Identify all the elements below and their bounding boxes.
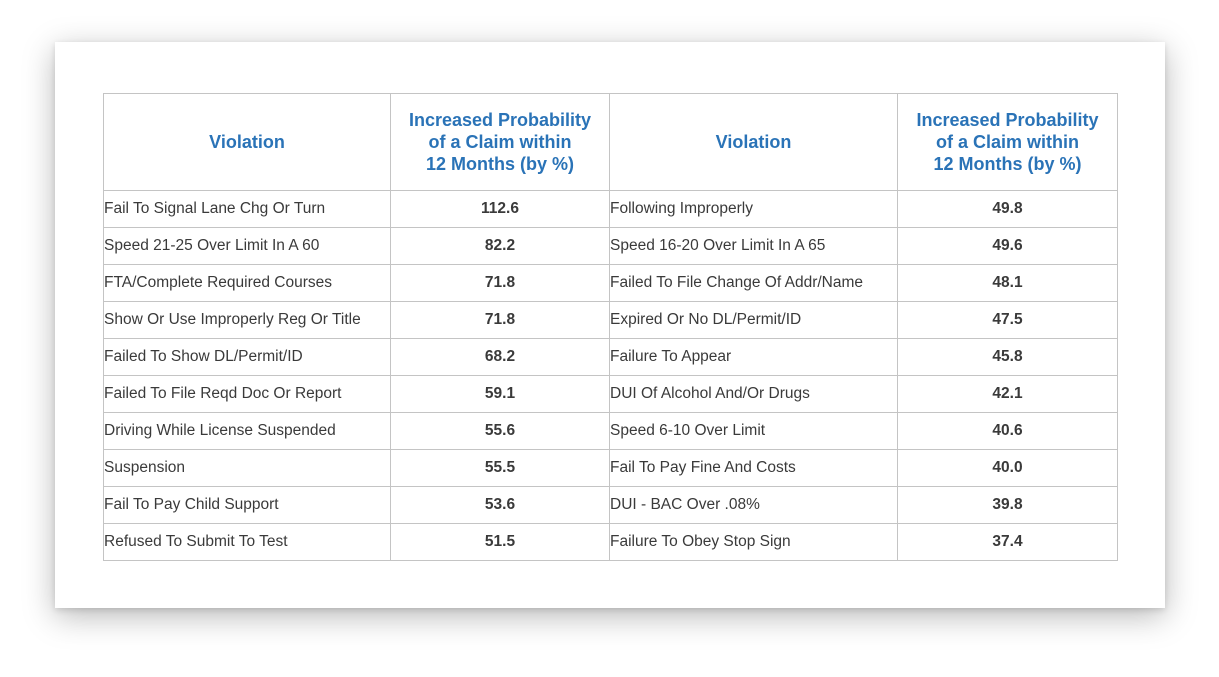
table-row [104,339,1118,376]
table-row [104,265,1118,302]
violation-cell: Fail To Pay Child Support [104,487,391,524]
violations-table [103,93,1118,561]
violation-cell: FTA/Complete Required Courses [104,265,391,302]
violation-cell: DUI Of Alcohol And/Or Drugs [610,376,898,413]
violation-cell: Following Improperly [610,191,898,228]
probability-cell: 71.8 [391,302,610,339]
table-row [104,228,1118,265]
table-row [104,376,1118,413]
probability-cell: 39.8 [898,487,1118,524]
violation-cell: Show Or Use Improperly Reg Or Title [104,302,391,339]
probability-cell: 112.6 [391,191,610,228]
probability-cell: 82.2 [391,228,610,265]
violation-cell: Failed To File Change Of Addr/Name [610,265,898,302]
probability-cell: 37.4 [898,524,1118,561]
violation-cell: DUI - BAC Over .08% [610,487,898,524]
probability-cell: 51.5 [391,524,610,561]
probability-cell: 40.0 [898,450,1118,487]
violation-cell: Expired Or No DL/Permit/ID [610,302,898,339]
table-row [104,524,1118,561]
probability-cell: 42.1 [898,376,1118,413]
violation-cell: Failure To Appear [610,339,898,376]
header-probability-left: Increased Probability of a Claim within 12 Months (by %) [391,94,610,191]
header-row [104,94,1118,191]
violation-cell: Failed To File Reqd Doc Or Report [104,376,391,413]
probability-cell: 40.6 [898,413,1118,450]
probability-cell: 68.2 [391,339,610,376]
header-probability-right: Increased Probability of a Claim within 12 Months (by %) [898,94,1118,191]
probability-cell: 49.6 [898,228,1118,265]
violation-cell: Speed 6-10 Over Limit [610,413,898,450]
table-row [104,191,1118,228]
violation-cell: Fail To Pay Fine And Costs [610,450,898,487]
violation-cell: Refused To Submit To Test [104,524,391,561]
probability-cell: 55.5 [391,450,610,487]
probability-cell: 45.8 [898,339,1118,376]
table-row [104,450,1118,487]
table-card [55,42,1165,608]
probability-cell: 55.6 [391,413,610,450]
probability-cell: 71.8 [391,265,610,302]
violation-cell: Speed 21-25 Over Limit In A 60 [104,228,391,265]
table-row [104,302,1118,339]
probability-cell: 49.8 [898,191,1118,228]
header-violation-left: Violation [104,94,391,191]
violation-cell: Driving While License Suspended [104,413,391,450]
probability-cell: 48.1 [898,265,1118,302]
violation-cell: Fail To Signal Lane Chg Or Turn [104,191,391,228]
violation-cell: Speed 16-20 Over Limit In A 65 [610,228,898,265]
violation-cell: Failure To Obey Stop Sign [610,524,898,561]
probability-cell: 59.1 [391,376,610,413]
table-row [104,487,1118,524]
probability-cell: 53.6 [391,487,610,524]
probability-cell: 47.5 [898,302,1118,339]
violation-cell: Failed To Show DL/Permit/ID [104,339,391,376]
table-row [104,413,1118,450]
header-violation-right: Violation [610,94,898,191]
violation-cell: Suspension [104,450,391,487]
